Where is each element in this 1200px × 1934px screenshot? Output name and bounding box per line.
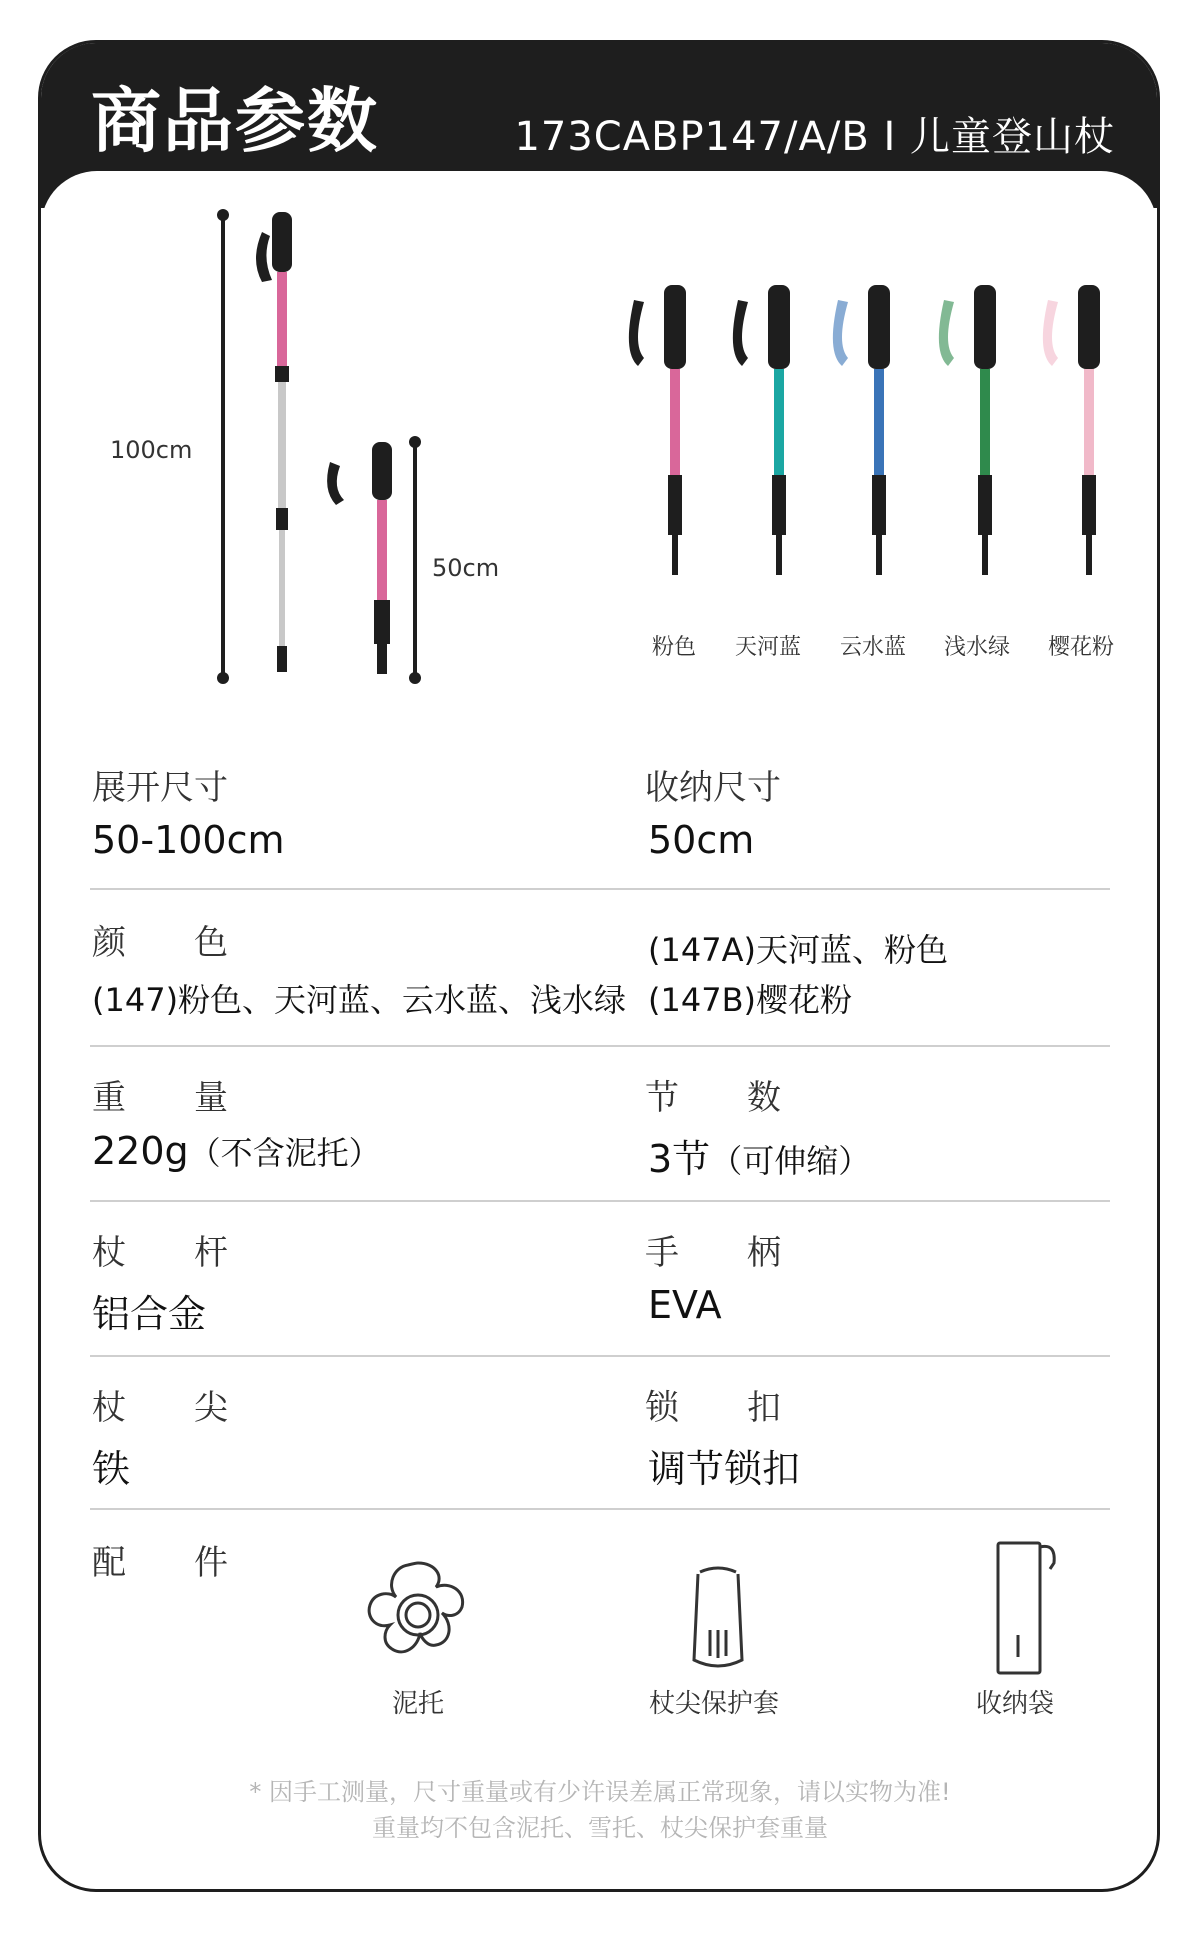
spec-value-color-147: (147)粉色、天河蓝、云水蓝、浅水绿 <box>92 981 627 1019</box>
divider <box>90 1045 1110 1047</box>
spec-label-lock: 锁 扣 <box>645 1388 781 1428</box>
variant-pole-2 <box>833 285 890 575</box>
collapsed-length-label: 50cm <box>432 554 500 582</box>
product-model: 173CABP147/A/B Ⅰ 儿童登山杖 <box>514 114 1115 160</box>
accessory-label: 杖尖保护套 <box>648 1689 779 1719</box>
spec-value-color-147b: (147B)樱花粉 <box>648 981 853 1019</box>
variant-pole-1 <box>733 285 790 575</box>
variant-pole-4 <box>1043 285 1100 575</box>
footer-note-1: * 因手工测量，尺寸重量或有少许误差属正常现象，请以实物为准! <box>249 1778 951 1806</box>
divider <box>90 1200 1110 1202</box>
footer-note-2: 重量均不包含泥托、雪托、杖尖保护套重量 <box>372 1814 828 1842</box>
collapsed-pole-image <box>327 442 392 674</box>
spec-label-tip: 杖 尖 <box>92 1388 228 1428</box>
spec-value-sections: 3节（可伸缩） <box>648 1137 871 1181</box>
dimension-illustration <box>0 0 1200 720</box>
extended-length-label: 100cm <box>110 436 193 464</box>
tip-protector-icon <box>678 1560 758 1680</box>
accessory-label: 泥托 <box>391 1689 444 1719</box>
variant-label: 粉色 <box>651 635 696 660</box>
spec-label-accessories: 配 件 <box>92 1543 228 1583</box>
variant-pole-0 <box>629 285 686 575</box>
variant-label: 天河蓝 <box>734 635 801 660</box>
divider <box>90 1355 1110 1357</box>
storage-bag-icon <box>990 1535 1060 1680</box>
variant-pole-3 <box>939 285 996 575</box>
spec-label-sections: 节 数 <box>645 1078 781 1118</box>
page-title: 商品参数 <box>91 80 379 162</box>
spec-value-shaft: 铝合金 <box>92 1292 207 1336</box>
accessory-label: 收纳袋 <box>975 1689 1054 1719</box>
spec-value-weight: 220g（不含泥托） <box>92 1129 381 1173</box>
spec-value-lock: 调节锁扣 <box>648 1447 801 1491</box>
variant-label: 浅水绿 <box>943 635 1010 660</box>
spec-label-weight: 重 量 <box>92 1078 228 1118</box>
extended-pole-image <box>256 212 292 672</box>
spec-label-extended: 展开尺寸 <box>92 768 228 808</box>
spec-value-color-147a: (147A)天河蓝、粉色 <box>648 931 948 969</box>
spec-value-grip: EVA <box>648 1283 722 1327</box>
variant-label: 云水蓝 <box>839 635 906 660</box>
spec-label-shaft: 杖 杆 <box>92 1233 228 1273</box>
spec-value-extended: 50-100cm <box>92 818 285 862</box>
variant-label: 樱花粉 <box>1047 635 1114 660</box>
spec-value-tip: 铁 <box>92 1447 131 1491</box>
mud-basket-icon <box>358 1555 478 1675</box>
variant-poles <box>629 285 1100 575</box>
spec-label-color: 颜 色 <box>92 923 228 963</box>
spec-label-grip: 手 柄 <box>645 1233 781 1273</box>
spec-value-collapsed: 50cm <box>648 818 755 862</box>
divider <box>90 1508 1110 1510</box>
spec-label-collapsed: 收纳尺寸 <box>645 768 781 808</box>
divider <box>90 888 1110 890</box>
